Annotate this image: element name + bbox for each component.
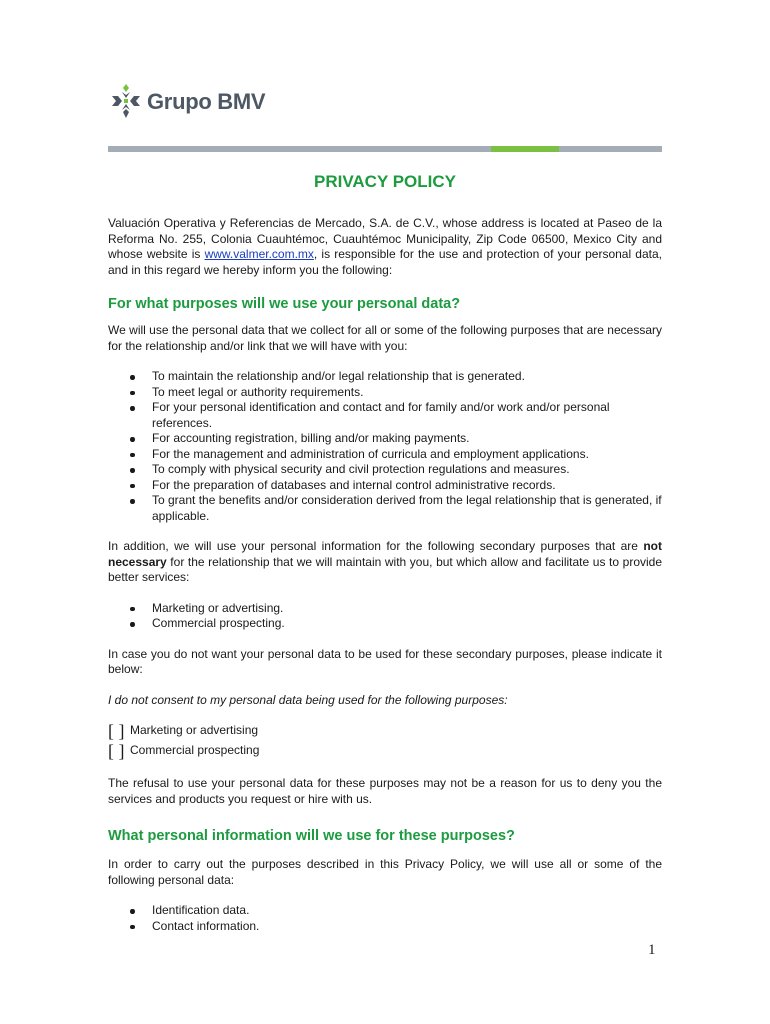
- bullet-icon: [130, 406, 135, 411]
- list-item: [108, 601, 662, 617]
- purposes-intro: We will use the personal data that we collect for all or some of the following purposes that are necessary for the relationship and/or link that we will have with you:: [108, 323, 662, 353]
- bracket-close: ]: [118, 741, 125, 761]
- bullet-icon: [130, 391, 135, 396]
- bullet-icon: [130, 622, 135, 627]
- bullet-icon: [130, 437, 135, 442]
- secondary-text: In addition, we will use your personal information for the following secondary purposes that are: [108, 539, 644, 553]
- list-item: [108, 385, 662, 401]
- list-item-text: To comply with physical security and civil protection regulations and measures.: [152, 462, 570, 476]
- list-item: [108, 462, 662, 478]
- list-item: [108, 493, 662, 524]
- consent-checkboxes: [108, 721, 662, 761]
- optout-paragraph: In case you do not want your personal data to be used for these secondary purposes, please indicate it below:: [108, 646, 662, 676]
- list-item: [108, 478, 662, 494]
- page-number: 1: [648, 942, 656, 958]
- list-item: [108, 400, 662, 431]
- marketing-checkbox[interactable]: [108, 721, 662, 741]
- checkbox-label: Commercial prospecting: [130, 743, 260, 758]
- logo-wordmark: Grupo BMV: [147, 89, 266, 114]
- list-item-text: To meet legal or authority requirements.: [152, 384, 364, 399]
- bullet-icon: [130, 909, 135, 914]
- bracket-open: [: [108, 721, 114, 741]
- list-item: [108, 919, 662, 935]
- document-body: [108, 216, 662, 934]
- personal-info-intro: In order to carry out the purposes described in this Privacy Policy, we will use all or some of the following personal data:: [108, 857, 662, 887]
- bullet-icon: [130, 484, 135, 489]
- section-heading-personal-info: What personal information will we use for these purposes?: [108, 828, 515, 844]
- bullet-icon: [130, 499, 135, 504]
- checkbox-bracket-icon: [108, 722, 130, 740]
- bullet-icon: [130, 925, 135, 930]
- bullet-icon: [130, 607, 135, 612]
- list-item: [108, 447, 662, 463]
- page-title: PRIVACY POLICY: [313, 172, 456, 191]
- header-rule-accent: [491, 146, 559, 152]
- list-item-text: For the preparation of databases and internal control administrative records.: [152, 477, 556, 492]
- bullet-icon: [130, 375, 135, 380]
- list-item-text: Identification data.: [152, 903, 250, 917]
- bullet-icon: [130, 468, 135, 473]
- grupo-bmv-logo: [108, 82, 265, 120]
- secondary-text-end: for the relationship that we will maintain with you, but which allow and facilitate us to provide better services:: [108, 554, 662, 584]
- personal-data-list: [108, 903, 662, 934]
- primary-purposes-list: [108, 369, 662, 524]
- bracket-open: [: [108, 741, 114, 761]
- bullet-icon: [130, 453, 135, 458]
- list-item-text: To grant the benefits and/or consideration derived from the legal relationship that is generated, if applicable.: [152, 493, 662, 523]
- not-necessary-emphasis: not necessary: [108, 539, 662, 569]
- list-item-text: To maintain the relationship and/or legal relationship that is generated.: [152, 369, 525, 383]
- secondary-purposes-paragraph: [108, 539, 662, 586]
- checkbox-bracket-icon: [108, 742, 130, 760]
- section-heading-purposes: For what purposes will we use your personal data?: [108, 296, 461, 312]
- list-item: [108, 431, 662, 447]
- consent-label: I do not consent to my personal data being used for the following purposes:: [108, 692, 508, 707]
- list-item-text: For your personal identification and contact and for family and/or work and/or personal references.: [152, 400, 610, 430]
- bracket-close: ]: [118, 721, 125, 741]
- list-item-text: Contact information.: [152, 918, 260, 933]
- intro-paragraph: [108, 216, 662, 278]
- intro-text-end: , is responsible for the use and protection of your personal data, and in this regard we hereby inform you the following:: [108, 247, 663, 277]
- list-item: [108, 903, 662, 919]
- list-item: [108, 369, 662, 385]
- intro-text: Valuación Operativa y Referencias de Mercado, S.A. de C.V., whose address is located at Paseo de la Reforma No. 255, Colonia Cuauhtémoc, Cuauhtémoc Municipality, Zip Code 06500, Mexico City and whose website is: [108, 216, 662, 261]
- list-item-text: Commercial prospecting.: [152, 616, 285, 630]
- list-item-text: Marketing or advertising.: [152, 600, 284, 615]
- grupo-bmv-logo-mark-icon: [108, 82, 144, 120]
- refusal-paragraph: The refusal to use your personal data for these purposes may not be a reason for us to deny you the services and products you request or hire with us.: [108, 776, 662, 806]
- header-rule: [108, 146, 662, 152]
- commercial-checkbox[interactable]: [108, 741, 662, 761]
- list-item-text: For accounting registration, billing and/or making payments.: [152, 431, 470, 445]
- secondary-purposes-list: [108, 601, 662, 632]
- list-item-text: For the management and administration of curricula and employment applications.: [152, 446, 589, 461]
- website-link[interactable]: www.valmer.com.mx: [204, 247, 314, 261]
- checkbox-label: Marketing or advertising: [130, 723, 259, 738]
- list-item: [108, 616, 662, 632]
